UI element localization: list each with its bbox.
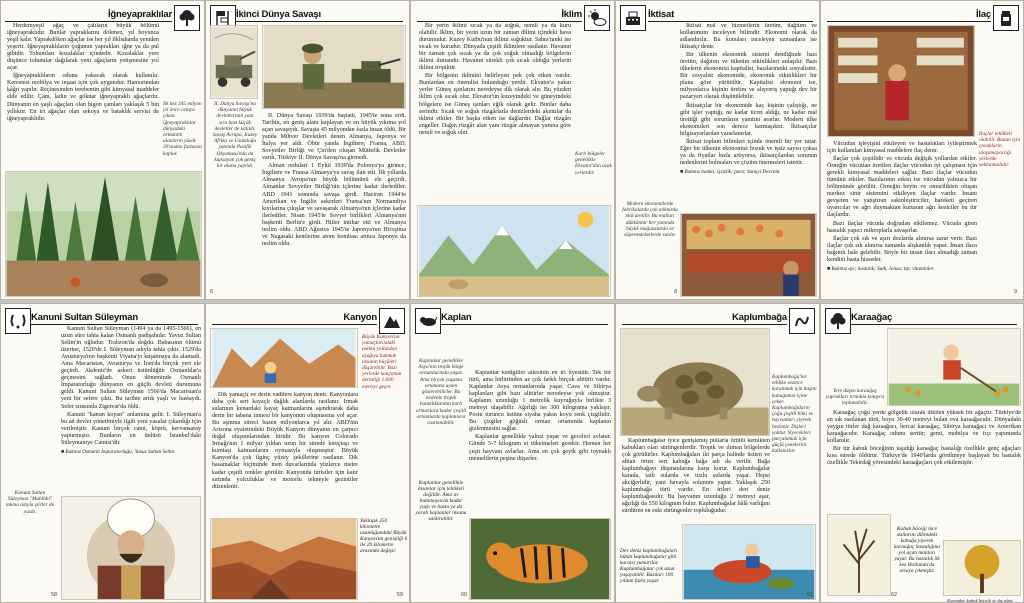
war-scene-illustration bbox=[210, 25, 258, 99]
tree-icon bbox=[174, 5, 200, 31]
card-kanyon bbox=[205, 303, 410, 603]
pharmacy-photo bbox=[827, 25, 975, 137]
market-photo bbox=[680, 213, 817, 297]
illustration-caption: Kabuk böceği ince dallarını dibindeki kabuğa yiyerek karaağaç hastalığına yol açan mantarı yayar. Bu hastalık ilk kez Hollanda'da ortaya çıkmıştır. bbox=[894, 526, 940, 574]
margin-note: İlk kez 345 milyon yıl önce ortaya çıkan iğneyapraklılar dünyadaki ormanlık alanların yüzde 30'undan fazlasını kaplar. bbox=[163, 101, 202, 157]
see-also: ■ Bakınız ayı; hastalık; Salk, Jonas; tıp; vitaminler. bbox=[827, 265, 935, 272]
sultan-portrait-illustration bbox=[61, 496, 201, 600]
card-title: Karaağaç bbox=[851, 312, 893, 323]
margin-note: İlaçlar tehlikeli olabilir. Bunun için çocukların ulaşamayacağı yerlerde saklanmalıdır. bbox=[979, 131, 1021, 169]
card-igneyapraklilar bbox=[0, 0, 205, 300]
tiger-photo bbox=[469, 518, 611, 600]
margin-note: II. Dünya Savaşı'na dünyanın büyük devletlerinin yanı sıra bazı küçük devletler de katıldı. Savaş Avrupa, Kuzey Afrika ve Uzakdoğu yanında Pasifik Okyanusu'nda da kapsayan çok geniş bir alana yayıldı. bbox=[212, 101, 258, 170]
card-title: Kanuni Sultan Süleyman bbox=[31, 312, 138, 323]
page-number: 9 bbox=[1013, 289, 1017, 295]
card-body: İktisat mal ve hizmetlerin üretim, dağıtım ve kullanımını inceleyen bilimdir. Ekonomi olarak da adlandırılır. Bu konuları inceleyen uzmanlara ise iktisatçı denir. Bir ülkenin ekonomik sistemi dendiğinde bazı üretim, dağıtım ve tüketim etkinlikleri anlaşılır. Bazı ülkelerin ekonomisi kapitalist, bazılarınınki sosyalisttir. Bir sosyalist ekonomide, ekonomik etkinlikleri bir plana göre yürütülür. Kapitalist ekonomi ise, milyonlarca kişinin üretim ve alışveriş yaptığı dev bir pazaryeri olarak düşünülebilir. İktisatçılar bir ekonomide kaç kişinin çalıştığı, ne gibi işler yaptığı, ne kadar ücret aldığı, ne kadar mal ürettiği gibi sorunların yanıtını ararlar. Modern ülke ekonomileri son derece karmaşıktır. İktisatçılar bilgisayarlardan yararlanırlar. İktisat toplum bilimleri içinde önemli bir yer tutar. Eğer bir ülkenin ekonomisi bozuk ve işsiz sayısı çoksa ya da fiyatlar hızla artıyorsa, iktisatçılardan sorunun nedenlerini bulmaları ve çözüm önermeleri istenir. ■ Bakınız banka; işsizlik; para; Sanayi Devrimi. bbox=[680, 23, 817, 175]
card-body: II. Dünya Savaşı 1939'da başladı, 1945'te sona erdi. Tarihin, en geniş alanı kaplayan ve en büyük yıkıma yol açan savaşıydı. Savaşta 45 milyondan fazla insan öldü. Bir yanda Mihver Devletleri denen Almanya, Japonya ve İtalya yer aldı. Öbür yanda İngiltere, Fransa, ABD, Sovyetler Birliği ve Çin'den oluşan Müttefik Devletler vardı. Türkiye II. Dünya Savaşı'na girmedi. Alman ordulari 1 Eylül 1939'da Polonya'ya girince, İngiltere ve Fransa Almanya'ya savaş ilan etti. İlk yıllarda Almanya Avrupa'nın büyük bölümünü ele geçirdi. Almanlar Sovyetler Birliği'nin içlerine kadar ilerlediler. ABD 1941 sonunda savaşa girdi. Haziran 1944'te Amerikan ve İngiliz askerleri Fransa'nın Normandiya kıyılarına çıkışlar ve savaşarak Almanya'nın içlerine kadar ilerlediler. Nisan 1945'te Sovyet birlikleri Almanya'nın başkenti Berlin'e girdi. Hitler intihar etti ve Almanya teslim oldu. ABD Ağustos 1945'te Japonya'nın Hiroşima ve Nagasaki kentlerine atom bombası atınca Japonya da teslim oldu. bbox=[262, 113, 406, 247]
see-also: ■ Bakınız Osmanlı İmparatorluğu; Yavuz Sultan Selim. bbox=[61, 448, 176, 455]
card-title: Kaplumbağa bbox=[731, 312, 787, 323]
cash-register-icon bbox=[620, 5, 646, 31]
card-body: Dik yamaçlı ve derin vadilere kanyon denir. Kanyonlara daha çok sert kayaçlı dağlık alanlarda rastlanır. Irmak sularının kenardaki kayaç katmanlarını aşındırarak daha derin bir tabana inmesi bir kanyonun oluşmasına yol açar. Bu aşınma süreci bazen milyonlarca yıl alır. ABD'nin Arizona eyaletindeki Büyük Kanyon dünyanın en çarpıcı doğal oluşumlarından biridir. Bu kanyon Colorado Irmağı'nın 1 milyar yıldan uzun bir sürede kireçtaşı ve kumtaşı katmanlarını oymasıyla oluşmuştur. Büyük Kanyon'da çok ilginç yüzey şekillerine rastlanır. Dik basamaklar biçiminde inen duvarlarında yüzlerce metre kadar çeşitli renkler görülür. Kanyonda turistler için katır sırtında yolculuklar ve motorlu tekneyle gezintiler düzenlenir. bbox=[212, 392, 358, 490]
raking-leaves-illustration bbox=[887, 328, 1021, 406]
illustration-caption: Dev deniz kaplumbağaları bütün kaplumbağalar gibi karaya yumurtlar. Kaplumbağalar çok uzun yaşayabilir. Bazıları 100 yıldan fazla yaşar. bbox=[620, 548, 678, 584]
margin-note: Kanuni Sultan Süleyman "Muhibbi" takma adıyla şiirler de yazdı. bbox=[5, 490, 55, 515]
page-number: 60 bbox=[461, 592, 468, 598]
card-title: İğneyapraklılar bbox=[107, 9, 172, 20]
card-kanuni bbox=[0, 303, 205, 603]
illustration-caption: Yaklaşık 350 kilometre uzunluğundaki Büyük Kanyon'un genişliği 6 ile 29 kilometre arasında değişir. bbox=[360, 518, 408, 554]
tortoise-illustration bbox=[620, 328, 770, 436]
mountain-icon bbox=[379, 308, 405, 334]
card-title: İktisat bbox=[648, 9, 675, 20]
elm-tree-icon bbox=[825, 308, 851, 334]
card-body: Kaplumbağalar iyice genişlemiş pullarla örtülü kemikten kabukları olan sürüngenlerdir. Tropik ve ılıman bölgelerde çok görülürler. Kaplumbağaları iki parça halinde üstten ve alttan örten sert kabuğa bağa adı da verilir. Bağa kaplumbağayı düşmanlarına karşı korur. Kaplumbağalar karada, tatlı sularda ve tuzlu sularda yaşar. Hepsi akciğerlidir, yani havayla solunum yapar. Yaklaşık 250 kaplumbağa türü vardır. En irileri deri deniz kaplumbağasıdır. Bu hayvanın uzunluğu 2 metreyi aşar, ağırlığı da 550 kilogram bulur. Kaplumbağalar hâlâ varlığını sürdüren en eski sürüngenler topluluğudur. bbox=[622, 438, 770, 515]
see-also: ■ Bakınız banka; işsizlik; para; Sanayi Devrimi. bbox=[680, 168, 781, 175]
page-number: 58 bbox=[51, 592, 58, 598]
illustration-caption: Kaplanlar genellikle insanlar için tehlikeli değildir. Ama av bulamayacak kadar yaşlı ve hasta ya da yaralı kaplanlar insana saldırabilir. bbox=[415, 480, 467, 522]
pill-bottle-icon bbox=[993, 5, 1019, 31]
margin-note: Yere düşen karaağaç yaprakları tırmıkla kolayca toplanabilir. bbox=[825, 388, 885, 407]
illustration-caption-2: Karaağaç kabuk böceği ve dış ağaç bbox=[947, 598, 1013, 603]
healthy-elm-illustration bbox=[943, 540, 1021, 596]
margin-note: Modern ekonomilerde fabrikalarda çok miktarda mal üretilir. Bu malları dükkânlar her yanında büyük mağazalarda ve süpermarketlerde satılır. bbox=[622, 201, 678, 239]
canyon-cartoon-illustration bbox=[210, 328, 358, 388]
margin-note: Büyük Kanyon'un yamaçlarındaki patika yollardan aşağıya bakmak insanın büyüleri düşürebilir. Bazı yerlerde kanyonun derinliği 1.600 metreyi geçer. bbox=[362, 334, 402, 390]
margin-note: Kaplumbağa'lar tehlike sezince korunmak için başını kabuğunun içine çeker. Kaplumbağaların çoğu çeşitli bitki ve hayvanları yiyerek beslenir. Dişleri yoktur. Yiyecekleri parçalamak için güçlü çenelerini kullanırlar. bbox=[772, 374, 817, 455]
sun-cloud-icon bbox=[584, 5, 610, 31]
card-iktisat bbox=[615, 0, 820, 300]
card-karaagac bbox=[820, 303, 1024, 603]
card-ilac bbox=[820, 0, 1024, 300]
soldier-illustration bbox=[262, 25, 406, 109]
elm-tree-illustration bbox=[827, 514, 891, 596]
turtle-cartoon-illustration bbox=[682, 524, 816, 600]
card-kaplumbaga bbox=[615, 303, 820, 603]
grand-canyon-photo bbox=[210, 518, 358, 600]
card-title: İklim bbox=[561, 9, 582, 20]
card-body: Kanuni Sultan Süleyman (1494 ya da 1495-1566), en uzun süre tahta kalan Osmanlı padişahıdır. Yavuz Sultan Selim'in oğludur. Trabzon'da doğdu. Babasının ölümü üzerine, 1520'de I. Süleyman adıyla tahta çıktı. 1529'da Avusturya'nın başkenti Viyana'yı kuşatmaya da alamadı. Ama Macaristan, Avusturya ve İran'da birçok yeri ele geçirdi. Akdeniz'de askeri üstünlüğün Osmanlılar'a geçmesini sağladı. Onun döneminde Osmanlı İmparatorluğu dünyanın en güçlü devleti durumuna geldi. Kanuni Sultan Süleyman 1566'da Macaristan'a yeni bir sefere çıktı. Bu tarihte artık yaşlı ve hastaydı. Sefer sırasında Zigetvar'da öldü. Kanuni "kanun koyan" anlamına gelir. I. Süleyman'a bu ad devlet yönetimiyle ilgili yeni yasalar çıkardığı için verilmiştir. Kanuni birçok cami, köprü, kervansaray yaptırmıştır. Bunların en ünlüsü İstanbul'daki Süleymaniye Camisi'dir. ■ Bakınız Osmanlı İmparatorluğu; Yavuz Sultan Selim. bbox=[61, 326, 201, 455]
page-number: 61 bbox=[806, 592, 813, 598]
card-body: Kaplanlar kedigiller ailesinin en iri üyesidir. Tek bir türü, ama birbirinden az çok farklı birçok alttürü vardır. Kaplanlar Asya ormanlarında yaşar. Cava ve Sibirya kaplanları gibi bazı alttürler neredeyse yok olmuştur. Kaplanın uzunluğu 1 metrelik kuyruğuyla birlikte 3 metreyi ulaşabilir. Ağırlığı ise 300 kilograma yaklaşır. Postu turuncu üstüne siyaha yakın koyu renk çizgilidir. Bu çizgiler göğüsli orman ortamında kaplanın gizlenmesini sağlar. Kaplanlar genellikle yalnız yaşar ve geceleri avlanır. Günde 5-7 kilogram et tüketmeleri gerekir. Hemen her çeşit hayvanı avlarlar. Ama en çok geyik gibi toynaklı memelilerin peşine düşerler. bbox=[469, 370, 611, 462]
forest-illustration bbox=[5, 171, 202, 297]
card-title: İkinci Dünya Savaşı bbox=[236, 9, 321, 20]
card-title: İlaç bbox=[975, 9, 991, 20]
card-iklim bbox=[410, 0, 615, 300]
page-number: 62 bbox=[891, 592, 898, 598]
page-number: 6 bbox=[210, 289, 214, 295]
page-number: 59 bbox=[396, 592, 403, 598]
turtle-icon bbox=[789, 308, 815, 334]
climate-landscape-illustration bbox=[417, 205, 611, 297]
card-title: Kaplan bbox=[441, 312, 472, 323]
card-ikinci-dunya-savasi bbox=[205, 0, 410, 300]
margin-note: Kaplanlar genellikle Asya'nın tropik bölge ormanlarında yaşar. Ama birçok yaşama ortamına uyum gösterebilirler. Bu nedenle tropik bataklıklardan karlı ormanlara kadar çeşitli ortamlarda kaplanlara rastlanabilir. bbox=[415, 358, 467, 427]
card-kaplan bbox=[410, 303, 615, 603]
card-body: Herdemyeşil ağaç ve çalıların büyük bölümü iğneyapraklıdır. Bunlar yapraklarını dökmez, yıl boyunca yeşil kalır. Yaprakdöken ağaçlar ise her yıl ilkbaharda yeniden yeşerir. İğneyapraklıların çoğunun yaprakları iğne ya da pul gibidir. Tohumları kozalaklar içindedir. Kozalaklar yere düşünce tohumlar dağılarak yeni ağaçların yetişmesine yol açar. İğneyapraklıların odunu yakacak olarak kullanılır. Kerestesi mobilya ve inşaat için çok uygundur. Hamurundan kâğıt yapılır. Reçinesinden terebentin gibi kimyasal maddeler elde edilir. Çam, ladin ve göknar iğneyapraklı ağaçlardır. Dünyanın en yaşlı ağaçları olan bigon çamları yaklaşık 5 bin yıllıktır. En iri ağaçlar olan sekoya ve bataklık servisi de iğneyapraklıdır. bbox=[7, 23, 159, 122]
laurel-wreath-icon bbox=[5, 308, 31, 334]
margin-note: Karlı bölgeler genellikle Ekvator'dan uzak yerlerdir. bbox=[575, 151, 612, 176]
card-body: Bir yerin iklimi sıcak ya da soğuk, nemli ya da kuru olabilir. İklim, bir yerin uzun bir zaman dilimi içindeki hava durumudur. Kuzey Kutbu'nun iklimi soğuktur. Sahra'nınki ise sıcak ve kurudur. Dünyada çeşitli iklimlere rastlanır. Havanın bir zaman çok sıcak ya da çok soğuk olmadığı bölgelerin iklimi ılımandır. Havanın sürekli çok sıcak olduğu yerlerin iklimi tropiktir. Bir bölgenin iklimini belirleyen pek çok etken vardır. Bunlardan en önemlisi bulunduğu yerdir. Ekvator'a yakın yerler Güneş ışınlarını neredeyse dik olarak alır. Bu yüzden iklim çok sıcak olur. Ekvator'un kuzeyindeki ve güneyindeki bölgelere ise Güneş ışınları eğik olarak gelir. Bunlar daha serindir. Sıcak ve soğuk rüzgârlarla denizlerdeki akıntılar da iklimi etkiler. Bir başka etken ise dağlardır. Dağlar rüzgârı engeller. Dağın rüzgâr alan yanı rüzgâr almayan yanına göre nemli ve soğuk olur. bbox=[419, 23, 571, 136]
card-title: Kanyon bbox=[343, 312, 377, 323]
tiger-icon bbox=[415, 308, 441, 334]
page-number: 8 bbox=[674, 289, 678, 295]
card-body: Vücudun işleyişini etkileyen ve hastalıkları iyileştirmek için kullanılan kimyasal maddelere ilaç denir. İlaçlar çok çeşitlidir ve vücuda değişik yollardan etkiler. Örneğin vücuttan üretilen ilaçlar vücudun iyi çalışması için gerekli kimyasal maddeleri sağlar. Bazı ilaçlar vücudun tümünü etkiler. Bazılarının etkisi ise vücudun yalnızca bir bölümünde görülür. Örneğin beyin ve omurilikten oluşan merkez sinir sistemini etkileyen ilaçlar vardır. İnsanı gevşeten ve yatıştıran sakinleştiriciler, hareketi geçiren uyarıcılar ve ağrı duymaktan kurtaran ağrı kesiciler bu tür ilaçlardır. Bazı ilaçlar vücuda doğrudan etkilemez. Vücuda giren hastalık yapıcı mikroplarla savaşırlar. İlaçlar çok sık ve aşırı dozlarda alınırsa zarar verir. Bazı ilaçlar çok sık alınırsa zamanla alışkanlık yapar. İnsan ilaca bağımlı hale gelebilir. Böyle bir insan ilacı almadığı zaman kendini hasta hisseder. ■ Bakınız ayı; hastalık; Salk, Jonas; tıp; vitaminler. bbox=[827, 141, 977, 272]
card-body: Karaağaç çoğu yerde gölgelik olarak dikilen yüksek bir ağaçtır. Türkiye'de en sık rastlanan türü, boyu 30-40 metreyi bulan ova karaağacıdır. Dünyadaki yaygın türler dağ karaağacı, hercai karaağaç, Sibirya karaağacı ve Amerikan karaağacıdır. Karaağaç odunu serttir; gemi, mobilya ve fıçı yapımında kullanılır. Bir tür kabuk böceğinin taşıdığı karaağaç hastalığı özellikle genç ağaçları kısa sürede öldürür. Türkiye'de 1940'larda görülmeye başlayan bu hastalık özellikle Tekirdağ yöresindeki karaağaçları çok etkilemiştir. bbox=[827, 410, 1021, 467]
